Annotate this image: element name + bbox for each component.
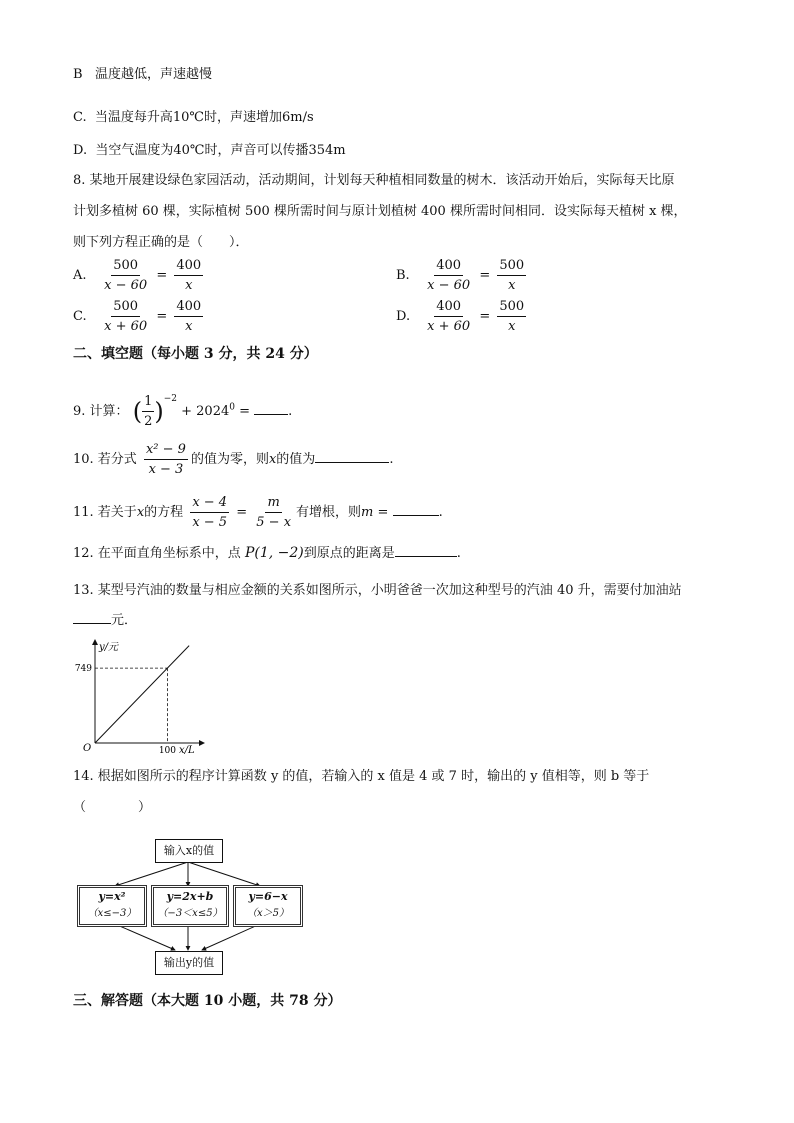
q7-option-c	[73, 109, 314, 127]
answer-blank[interactable]	[254, 402, 288, 415]
flowchart-branch-2: y=2x+b （−3＜x≤5）	[151, 885, 229, 927]
option-label: C.	[73, 309, 87, 324]
q8-option-a: A. $\frac{500}{x - 60}$ = $\frac{400}{x}$	[73, 258, 202, 293]
q8-line-1: 8. 某地开展建设绿色家园活动，活动期间，计划每天种植相同数量的树木．该活动开始后，实际每天比原	[73, 173, 675, 188]
q9-prefix: 9. 计算：	[73, 404, 129, 419]
q13-line-2: 元．	[73, 611, 137, 630]
q7-option-d	[73, 142, 346, 160]
origin-label: O	[83, 743, 92, 754]
fraction: $\frac{\text{x² − 9}}{x - 3}$	[145, 442, 186, 477]
q8-line-3: 则下列方程正确的是（ ）．	[73, 235, 249, 250]
fraction: $\frac{400}{x}$	[176, 299, 202, 334]
flowchart-branch-1: y=x² （x≤−3）	[77, 885, 147, 927]
y-axis-label: y/元	[99, 642, 119, 653]
fraction: $\frac{500}{x - 60}$	[104, 258, 148, 293]
q9-term: + 2024	[181, 404, 230, 419]
option-label: B	[73, 67, 83, 82]
point-expression: P(1, −2)	[244, 545, 304, 561]
option-text: 当空气温度为40℃时，声音可以传播354m	[95, 143, 346, 158]
x-tick-label: 100	[158, 746, 177, 756]
section-3-title: 三、解答题（本大题 10 小题，共 78 分）	[73, 993, 342, 1009]
y-tick-label: 749	[74, 664, 92, 675]
q8-option-c: C. $\frac{500}{x + 60}$ = $\frac{400}{x}$	[73, 299, 202, 334]
option-label: B.	[396, 268, 410, 283]
option-label: D.	[396, 309, 411, 324]
answer-blank[interactable]	[393, 503, 439, 516]
option-text: 温度越低，声速越慢	[94, 67, 212, 82]
q8-option-d: D. $\frac{400}{x + 60}$ = $\frac{500}{x}$	[396, 299, 525, 334]
fuel-cost-chart	[68, 636, 208, 756]
option-label: C.	[73, 110, 87, 125]
fraction: $\frac{m}{5 - x}$	[256, 495, 292, 530]
q9: 9. 计算： ( $\frac{1}{2}$ )$^{-2} + 2024^0$ = .	[73, 394, 293, 429]
fraction: $\frac{500}{x + 60}$	[104, 299, 148, 334]
exponent: −2	[163, 394, 177, 404]
fraction: $\frac{400}{x + 60}$	[427, 299, 471, 334]
option-label: D.	[73, 143, 88, 158]
answer-blank[interactable]	[395, 544, 457, 557]
flowchart-branch-3: y=6−x （x＞5）	[233, 885, 303, 927]
q7-option-b	[73, 66, 212, 84]
fraction: $\frac{1}{2}$	[144, 394, 153, 429]
flowchart-output-box: 输出y的值	[155, 951, 223, 975]
x-axis-label: x/L	[179, 745, 195, 756]
fraction: $\frac{500}{x}$	[499, 258, 525, 293]
q14-line-2: （ ）	[73, 800, 152, 815]
answer-blank[interactable]	[315, 450, 389, 463]
q12: 12. 在平面直角坐标系中，点 P(1, −2)到原点的距离是 .	[73, 545, 461, 561]
fraction: $\frac{x - 4}{x - 5}$	[192, 495, 228, 530]
q13-line-1: 13. 某型号汽油的数量与相应金额的关系如图所示，小明爸爸一次加这种型号的汽油 40 升，需要付加油站	[73, 583, 682, 598]
series-line	[95, 646, 189, 743]
option-text: 当温度每升高10℃时，声速增加6m/s	[94, 110, 314, 125]
section-2-title: 二、填空题（每小题 3 分，共 24 分）	[73, 346, 318, 362]
q8-line-2: 计划多植树 60 棵，实际植树 500 棵所需时间与原计划植树 400 棵所需时间相同．设实际每天植树 x 棵，	[73, 204, 687, 219]
fraction: $\frac{500}{x}$	[499, 299, 525, 334]
option-label: A.	[73, 268, 87, 283]
exponent: 0	[229, 402, 235, 413]
fraction: $\frac{400}{x - 60}$	[427, 258, 471, 293]
flowchart-input-box: 输入x的值	[155, 839, 223, 863]
q10: 10. 若分式 $\frac{\text{x² − 9}}{x - 3}$ 的值为零，则x的值为 .	[73, 442, 394, 477]
q14-line-1: 14. 根据如图所示的程序计算函数 y 的值，若输入的 x 值是 4 或 7 时，输出的 y 值相等，则 b 等于	[73, 769, 650, 784]
q8-option-b: B. $\frac{400}{x - 60}$ = $\frac{500}{x}$	[396, 258, 525, 293]
fraction: $\frac{400}{x}$	[176, 258, 202, 293]
q11: 11. 若关于x的方程 $\frac{x - 4}{x - 5}$ = $\frac{m}{5 - x}$ 有增根，则m = .	[73, 495, 443, 530]
answer-blank[interactable]	[73, 611, 111, 624]
